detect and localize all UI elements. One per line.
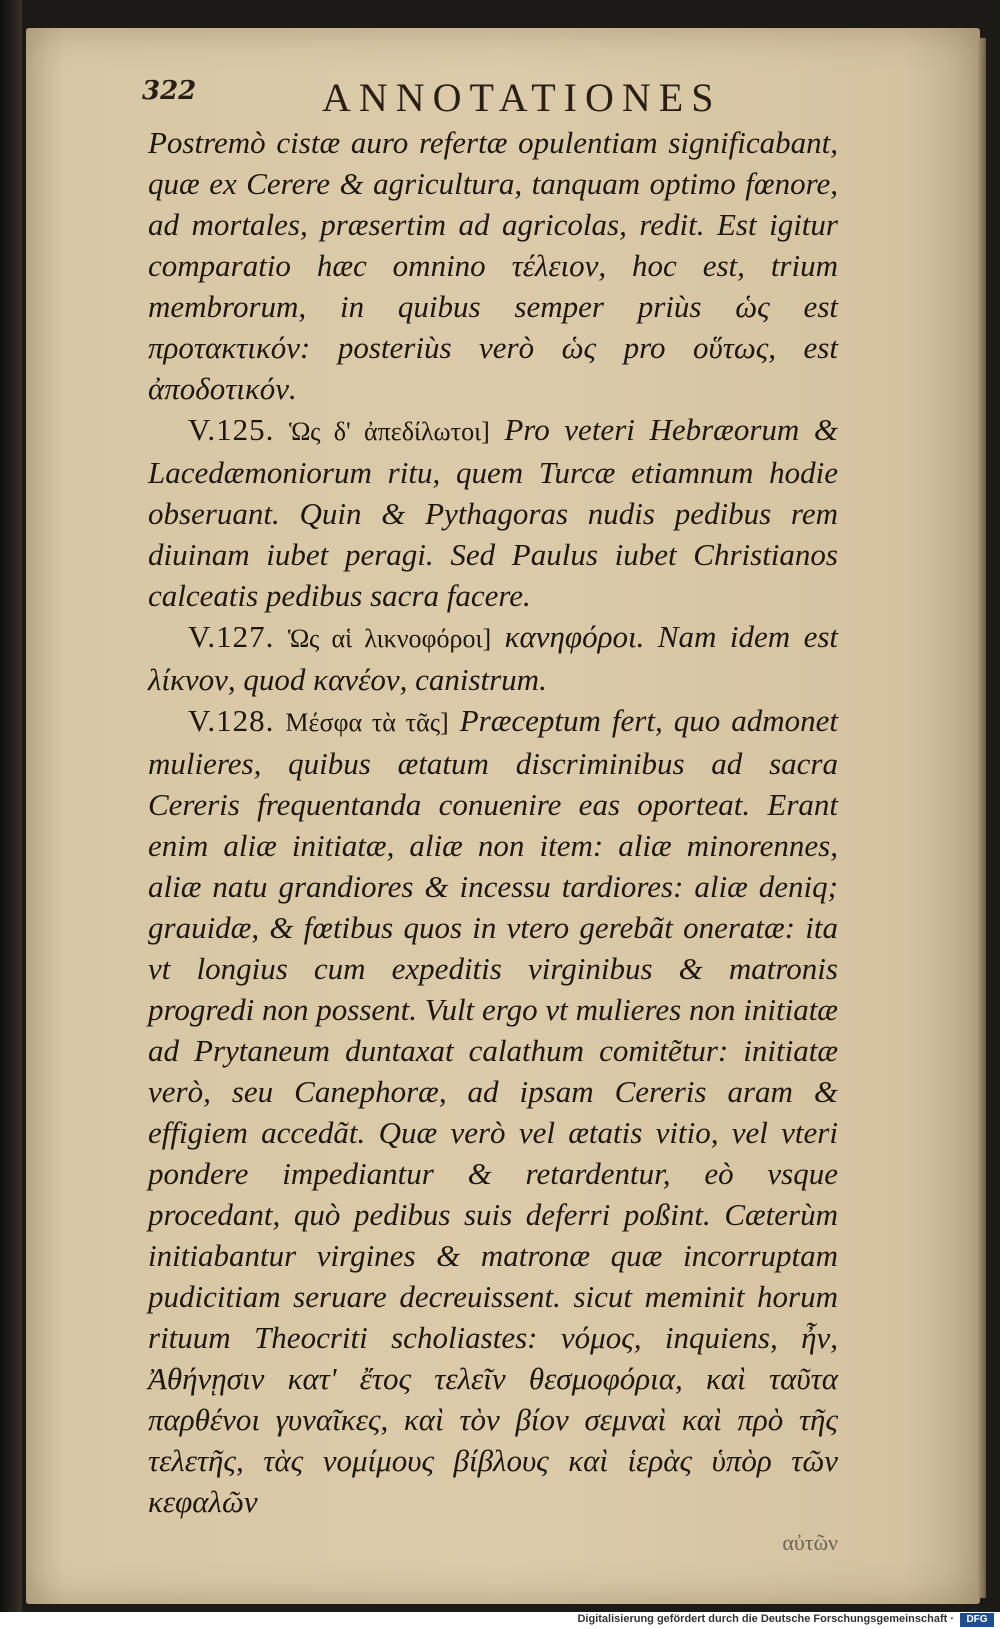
- greek-lemma: Ὡς δ' ἀπεδίλωτοι]: [289, 417, 490, 446]
- faded-text: [148, 1522, 838, 1563]
- verse-reference: V.125.: [188, 412, 275, 447]
- faded-word: αὐτῶν: [782, 1530, 838, 1555]
- body-text: [148, 122, 838, 1563]
- page-edge: [978, 38, 986, 1598]
- page-number: 322: [142, 76, 197, 106]
- running-head: [142, 56, 842, 120]
- paragraph: [148, 122, 838, 409]
- paragraph: [148, 409, 838, 616]
- paragraph-text: Præceptum fert, quo admonet mulieres, quibus ætatum discriminibus ad sacra Cereris frequentanda conuenire eas oporteat. Erant enim aliæ initiatæ, aliæ non item: aliæ minorennes, aliæ natu grandiores & incessu tardiores: aliæ deniq; grauidæ, & fœtibus quos in vtero gerebãt oneratæ: ita vt longius cum expeditis virginibus & matronis progredi non possent. Vult ergo vt mulieres non initiatæ ad Prytaneum duntaxat calathum comitẽtur: initiatæ verò, seu Canephoræ, ad ipsam Cereris aram & effigiem accedãt. Quæ verò vel ætatis vitio, vel vteri pondere impediantur & retardentur, eò vsque procedant, quò pedibus suis deferri poßint. Cæterùm initiabantur virgines & matronæ quæ incorruptam pudicitiam seruare decreuissent. sicut meminit horum rituum Theocriti scholiastes: νόμος, inquiens, ἦν, Ἀθήνῃσιν κατ' ἔτος τελεῖν θεσμοφόρια, καὶ ταῦτα παρθένοι γυναῖκες, καὶ τὸν βίον σεμναὶ καὶ πρὸ τῆς τελετῆς, τὰς νομίμους βίβλους καὶ ἱερὰς ὑπὸρ τῶν κεφαλῶν: [148, 703, 839, 1519]
- greek-lemma: Ὡς αἱ λικνοφόροι]: [287, 624, 492, 653]
- paragraph-text: κανηφόροι. Nam idem est λίκνον, quod κανέον, canistrum.: [148, 619, 839, 697]
- verse-reference: V.127.: [188, 619, 275, 654]
- page-title: ANNOTATIONES: [322, 75, 722, 120]
- greek-lemma: Μέσφα τὰ τᾶς]: [285, 708, 449, 737]
- verse-reference: V.128.: [188, 703, 275, 738]
- paragraph: [148, 616, 838, 700]
- book-spine: [0, 0, 22, 1612]
- digitization-credit: Digitalisierung gefördert durch die Deutsche Forschungsgemeinschaft ·: [577, 1613, 954, 1625]
- dfg-logo: DFG: [960, 1613, 994, 1627]
- paragraph: [148, 700, 838, 1522]
- paragraph-text: Pro veteri Hebræorum & Lacedæmoniorum ritu, quem Turcæ etiamnum hodie obseruant. Quin & Pythagoras nudis pedibus rem diuinam iubet peragi. Sed Paulus iubet Christianos calceatis pedibus sacra facere.: [148, 412, 839, 613]
- paragraph-text: Postremò cistæ auro refertæ opulentiam significabant, quæ ex Cerere & agricultura, tanquam optimo fœnore, ad mortales, præsertim ad agricolas, redit. Est igitur comparatio hæc omnino τέλειον, hoc est, trium membrorum, in quibus semper priùs ὡς est προτακτικόν: posteriùs verò ὡς pro οὕτως, est ἀποδοτικόν.: [148, 125, 838, 406]
